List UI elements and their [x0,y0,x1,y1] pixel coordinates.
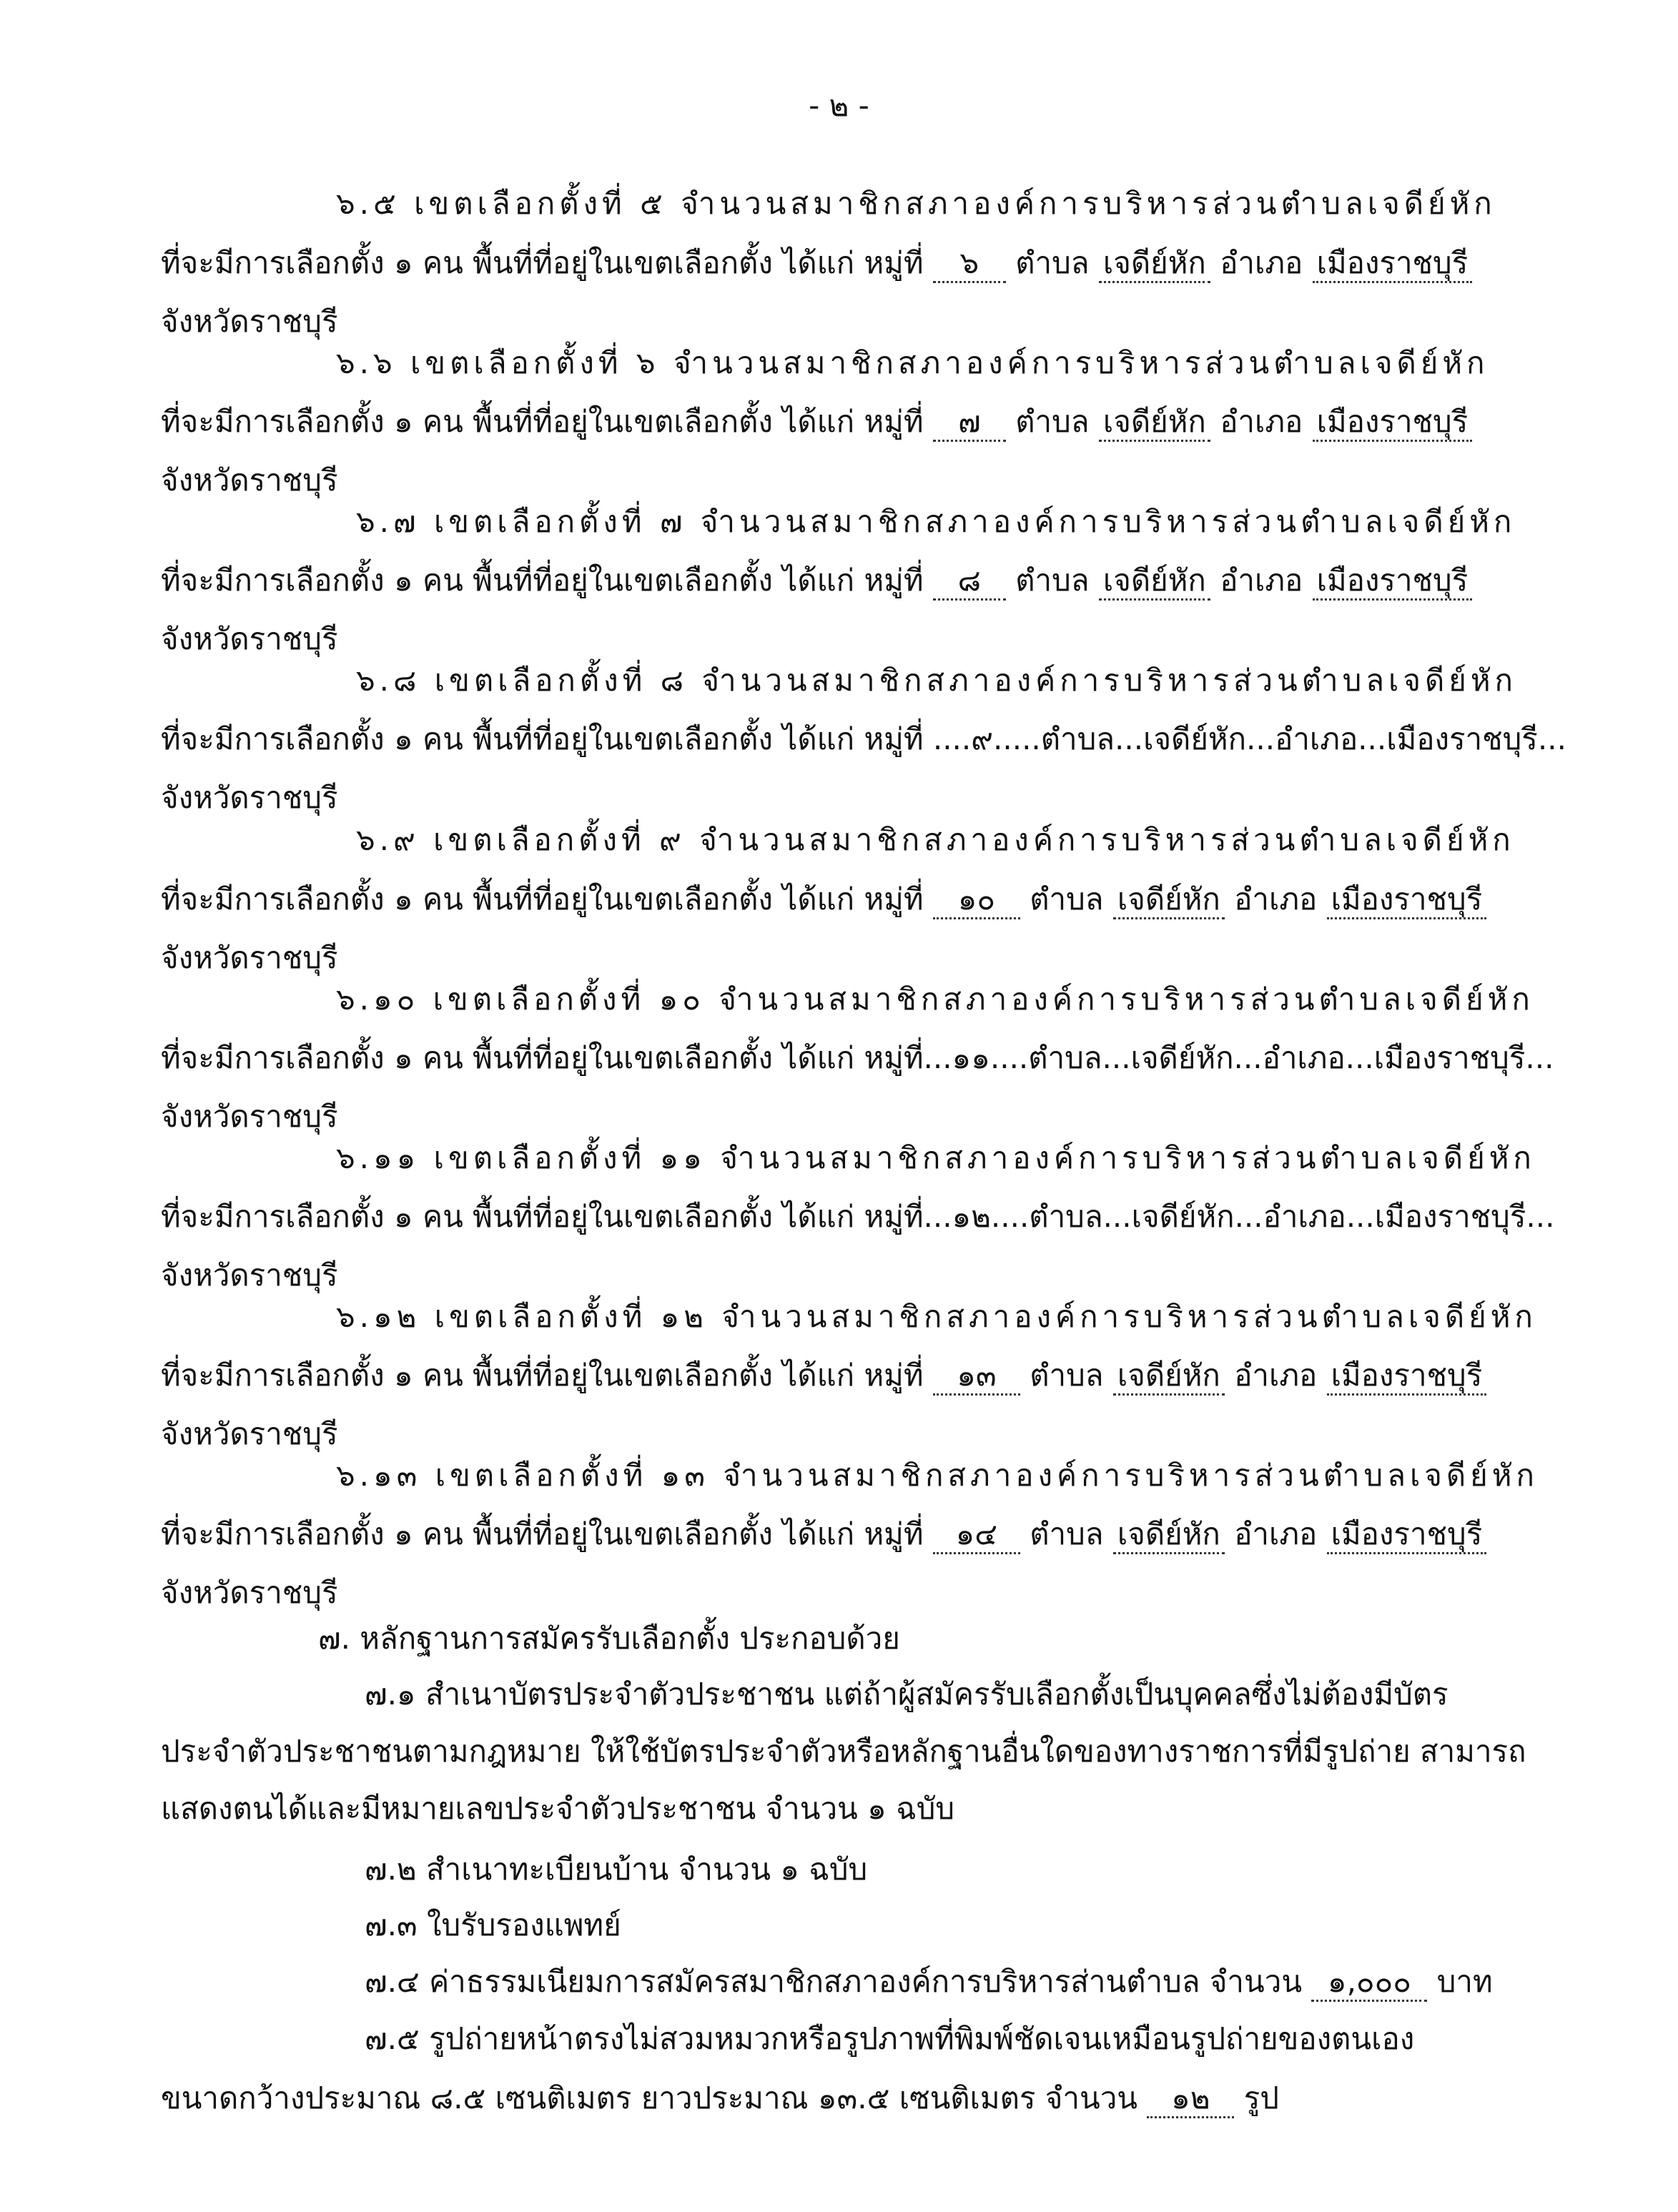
area-prefix: ที่จะมีการเลือกตั้ง ๑ คน พื้นที่ที่อยู่ในเขตเลือกตั้ง ได้แก่ หมู่ที่ [161,1516,924,1551]
district-label: อำเภอ [1234,882,1318,917]
fee-amount: ๑,๐๐๐ [1311,1964,1427,2002]
district-name: เมืองราชบุรี [1327,1358,1487,1396]
zone-area-line [161,559,1472,602]
subdistrict-name: เจดีย์หัก [1113,1358,1225,1396]
province-line: จังหวัดราชบุรี [161,780,338,815]
zone-heading: ๖.๑๐ เขตเลือกตั้งที่ ๑๐ จำนวนสมาชิกสภาองค์การบริหารส่วนตำบลเจดีย์หัก [336,982,1534,1017]
district-label: อำเภอ [1220,404,1303,439]
village-number: ๑๓ [933,1358,1020,1396]
item-7-2: ๗.๒ สำเนาทะเบียนบ้าน จำนวน ๑ ฉบับ [365,1852,868,1887]
zone-heading: ๖.๙ เขตเลือกตั้งที่ ๙ จำนวนสมาชิกสภาองค์การบริหารส่วนตำบลเจดีย์หัก [356,822,1515,857]
province-line: จังหวัดราชบุรี [161,1575,338,1610]
subdistrict-name: เจดีย์หัก [1113,1516,1225,1554]
zone-area-line: ที่จะมีการเลือกตั้ง ๑ คน พื้นที่ที่อยู่ในเขตเลือกตั้ง ได้แก่ หมู่ที่ ....๙.....ตำบล...เจดีย์หัก...อำเภอ...เมืองราชบุรี... [161,721,1566,756]
area-prefix: ที่จะมีการเลือกตั้ง ๑ คน พื้นที่ที่อยู่ในเขตเลือกตั้ง ได้แก่ หมู่ที่ [161,245,924,280]
village-number: ๗ [933,404,1006,442]
district-name: เมืองราชบุรี [1327,882,1487,919]
province-line: จังหวัดราชบุรี [161,1416,338,1451]
zone-heading: ๖.๑๑ เขตเลือกตั้งที่ ๑๑ จำนวนสมาชิกสภาองค์การบริหารส่วนตำบลเจดีย์หัก [336,1140,1536,1175]
subdistrict-label: ตำบล [1030,1358,1104,1393]
item-7-1-line1: ๗.๑ สำเนาบัตรประจำตัวประชาชน แต่ถ้าผู้สมัครรับเลือกตั้งเป็นบุคคลซึ่งไม่ต้องมีบัตร [365,1677,1448,1712]
area-prefix: ที่จะมีการเลือกตั้ง ๑ คน พื้นที่ที่อยู่ในเขตเลือกตั้ง ได้แก่ หมู่ที่ [161,404,924,439]
subdistrict-name: เจดีย์หัก [1099,404,1210,442]
item-7-4 [365,1960,1493,2003]
photo-count: ๑๒ [1147,2080,1234,2118]
province-line: จังหวัดราชบุรี [161,304,338,339]
zone-area-line [161,1354,1486,1397]
item-7-5-line2 [161,2077,1279,2120]
zone-heading: ๖.๑๓ เขตเลือกตั้งที่ ๑๓ จำนวนสมาชิกสภาองค์การบริหารส่วนตำบลเจดีย์หัก [336,1458,1539,1493]
zone-heading: ๖.๕ เขตเลือกตั้งที่ ๕ จำนวนสมาชิกสภาองค์การบริหารส่วนตำบลเจดีย์หัก [336,186,1496,221]
subdistrict-label: ตำบล [1015,563,1090,598]
district-name: เมืองราชบุรี [1313,245,1473,283]
page-number: - ๒ - [809,88,869,123]
subdistrict-label: ตำบล [1030,1516,1104,1551]
province-line: จังหวัดราชบุรี [161,621,338,656]
fee-unit: บาท [1436,1964,1493,1999]
district-label: อำเภอ [1234,1358,1318,1393]
district-label: อำเภอ [1234,1516,1318,1551]
photo-size-text: ขนาดกว้างประมาณ ๘.๕ เซนติเมตร ยาวประมาณ ๑๓.๕ เซนติเมตร จำนวน [161,2080,1137,2115]
area-prefix: ที่จะมีการเลือกตั้ง ๑ คน พื้นที่ที่อยู่ในเขตเลือกตั้ง ได้แก่ หมู่ที่ [161,563,924,598]
village-number: ๖ [933,245,1006,283]
subdistrict-label: ตำบล [1015,245,1090,280]
zone-area-line [161,1513,1486,1556]
district-name: เมืองราชบุรี [1313,563,1473,601]
zone-area-line: ที่จะมีการเลือกตั้ง ๑ คน พื้นที่ที่อยู่ในเขตเลือกตั้ง ได้แก่ หมู่ที่...๑๒....ตำบล...เจดีย์หัก...อำเภอ...เมืองราชบุรี... [161,1199,1555,1234]
item-7-5-line1: ๗.๕ รูปถ่ายหน้าตรงไม่สวมหมวกหรือรูปภาพที่พิมพ์ชัดเจนเหมือนรูปถ่ายของตนเอง [365,2021,1415,2056]
area-prefix: ที่จะมีการเลือกตั้ง ๑ คน พื้นที่ที่อยู่ในเขตเลือกตั้ง ได้แก่ หมู่ที่ [161,882,924,917]
subdistrict-name: เจดีย์หัก [1113,882,1225,919]
subdistrict-name: เจดีย์หัก [1099,563,1210,601]
item-7-1-line2: ประจำตัวประชาชนตามกฎหมาย ให้ใช้บัตรประจำตัวหรือหลักฐานอื่นใดของทางราชการที่มีรูปถ่าย สามารถ [161,1734,1526,1769]
subdistrict-label: ตำบล [1030,882,1104,917]
subdistrict-name: เจดีย์หัก [1099,245,1210,283]
province-line: จังหวัดราชบุรี [161,940,338,975]
area-prefix: ที่จะมีการเลือกตั้ง ๑ คน พื้นที่ที่อยู่ในเขตเลือกตั้ง ได้แก่ หมู่ที่ [161,1358,924,1393]
province-line: จังหวัดราชบุรี [161,1099,338,1134]
district-label: อำเภอ [1220,563,1303,598]
village-number: ๑๔ [933,1516,1020,1554]
photo-unit: รูป [1243,2080,1279,2115]
zone-heading: ๖.๖ เขตเลือกตั้งที่ ๖ จำนวนสมาชิกสภาองค์การบริหารส่วนตำบลเจดีย์หัก [336,345,1489,380]
province-line: จังหวัดราชบุรี [161,1258,338,1293]
zone-heading: ๖.๘ เขตเลือกตั้งที่ ๘ จำนวนสมาชิกสภาองค์การบริหารส่วนตำบลเจดีย์หัก [356,663,1517,698]
zone-area-line: ที่จะมีการเลือกตั้ง ๑ คน พื้นที่ที่อยู่ในเขตเลือกตั้ง ได้แก่ หมู่ที่...๑๑....ตำบล...เจดีย์หัก...อำเภอ...เมืองราชบุรี... [161,1040,1554,1075]
province-line: จังหวัดราชบุรี [161,463,338,498]
section-7-heading: ๗. หลักฐานการสมัครรับเลือกตั้ง ประกอบด้วย [318,1621,900,1656]
zone-area-line [161,878,1486,921]
zone-area-line [161,400,1472,443]
village-number: ๘ [933,563,1006,601]
zone-heading: ๖.๑๒ เขตเลือกตั้งที่ ๑๒ จำนวนสมาชิกสภาองค์การบริหารส่วนตำบลเจดีย์หัก [336,1299,1537,1334]
subdistrict-label: ตำบล [1015,404,1090,439]
item-7-1-line3: แสดงตนได้และมีหมายเลขประจำตัวประชาชน จำนวน ๑ ฉบับ [161,1791,955,1826]
zone-area-line [161,242,1472,285]
district-label: อำเภอ [1220,245,1303,280]
district-name: เมืองราชบุรี [1313,404,1473,442]
district-name: เมืองราชบุรี [1327,1516,1487,1554]
fee-label: ๗.๔ ค่าธรรมเนียมการสมัครสมาชิกสภาองค์การบริหารส่านตำบล จำนวน [365,1964,1303,1999]
village-number: ๑๐ [933,882,1020,919]
zone-heading: ๖.๗ เขตเลือกตั้งที่ ๗ จำนวนสมาชิกสภาองค์การบริหารส่วนตำบลเจดีย์หัก [356,504,1516,539]
item-7-3: ๗.๓ ใบรับรองแพทย์ [365,1907,621,1942]
